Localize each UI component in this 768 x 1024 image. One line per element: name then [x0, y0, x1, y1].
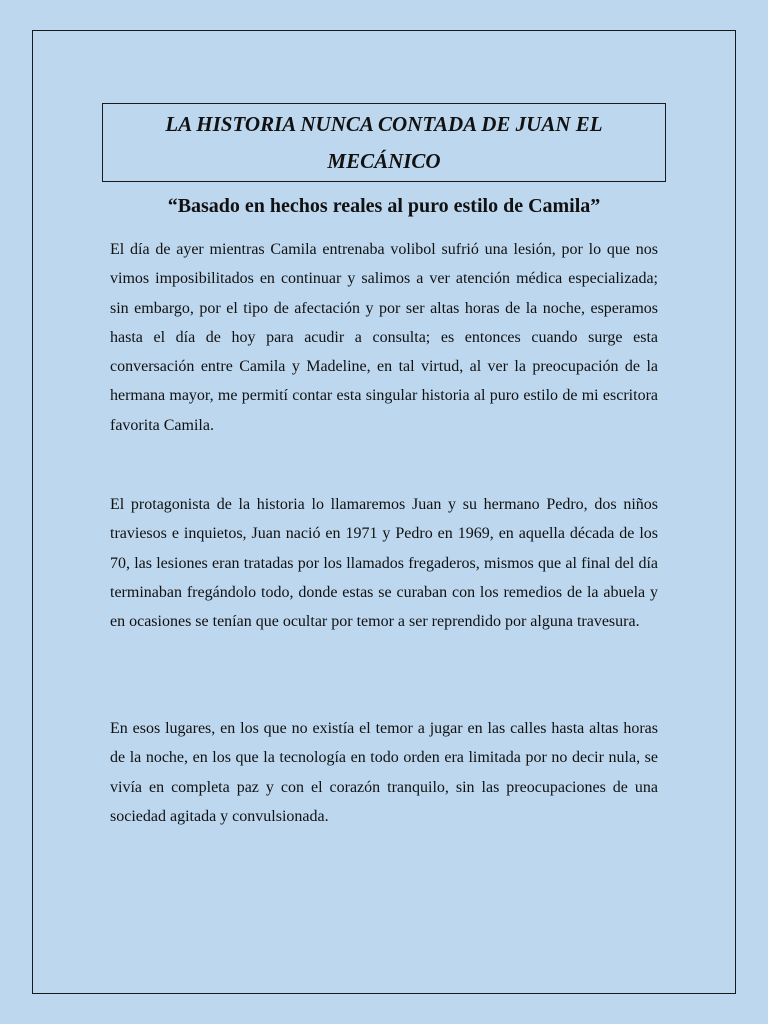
document-subtitle: “Basado en hechos reales al puro estilo de Camila”	[167, 195, 601, 217]
document-title: LA HISTORIA NUNCA CONTADA DE JUAN EL MECÁNICO	[165, 111, 603, 173]
paragraph-3: En esos lugares, en los que no existía el temor a jugar en las calles hasta altas horas de la noche, en los que la tecnología en todo orden era limitada por no decir nula, se vivía en completa paz y con el corazón tranquilo, sin las preocupaciones de una sociedad agitada y convulsionada.	[110, 720, 658, 825]
paragraph-1: El día de ayer mientras Camila entrenaba volibol sufrió una lesión, por lo que nos vimos imposibilitados en continuar y salimos a ver atención médica especializada; sin embargo, por el tipo de afectación y por ser altas horas de la noche, esperamos hasta el día de hoy para acudir a consulta; es entonces cuando surge esta conversación entre Camila y Madeline, en tal virtud, al ver la preocupación de la hermana mayor, me permití contar esta singular historia al puro estilo de mi escritora favorita Camila.	[110, 241, 658, 434]
paragraph-2: El protagonista de la historia lo llamaremos Juan y su hermano Pedro, dos niños traviesos e inquietos, Juan nació en 1971 y Pedro en 1969, en aquella década de los 70, las lesiones eran tratadas por los llamados fregaderos, mismos que al final del día terminaban fregándolo todo, donde estas se curaban con los remedios de la abuela y en ocasiones se tenían que ocultar por temor a ser reprendido por alguna travesura.	[110, 496, 658, 631]
title-box	[102, 103, 666, 182]
